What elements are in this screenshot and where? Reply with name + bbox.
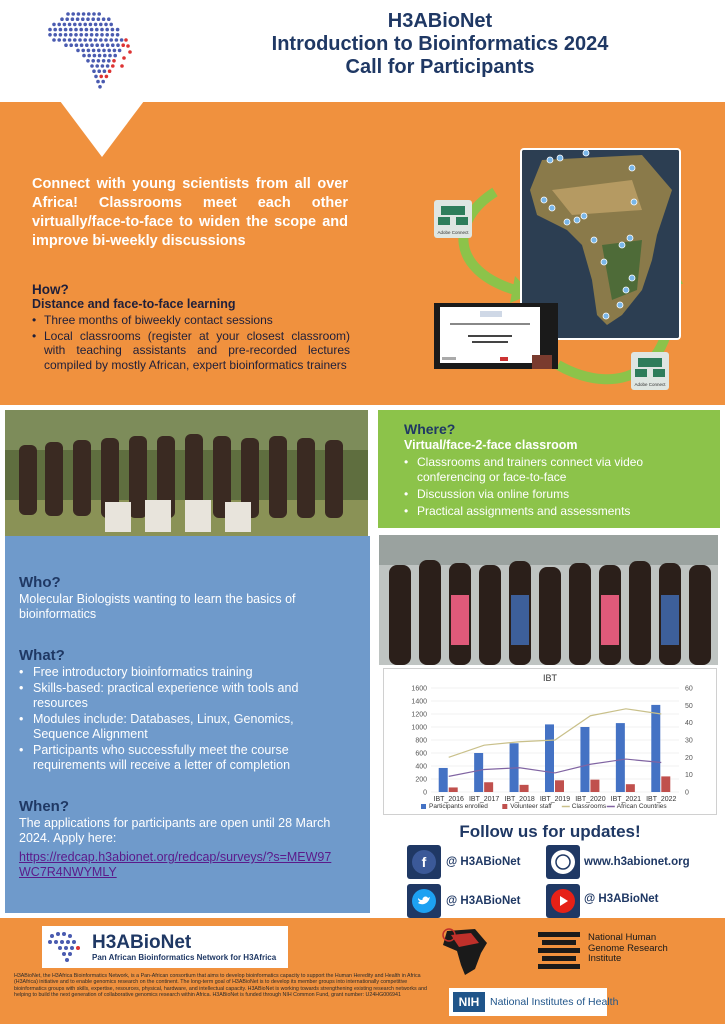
logo-dot <box>79 33 83 37</box>
logo-dot <box>105 28 109 32</box>
intro-text: Connect with young scientists from all over Africa! Classrooms meet each other virtually/face-to-face to widen the scope and improve bi-weekly discussions <box>32 176 348 249</box>
logo-dot <box>81 17 85 21</box>
logo-dot <box>90 28 94 32</box>
footer-description: H3ABioNet, the H3Africa Bioinformatics Network, is a Pan-African consortium that aims to develop bioinformatics capacity to support the Human Heredity and Health in Africa (H3Africa) initiative and to enable genomics research on the continent. The long-term goal of H3ABioNet is to develop its member groups into internationally competitive bioinformatics groups with skills, expertise, resources, physical, hardware, and intellectual capacity. H3ABioNet is working towards strengthening existing research networks and helping to build the next generation of collaborative genomics research within Africa. H3ABioNet is funded through NIH Common Fund, grant number: U24HG006941 <box>14 973 427 998</box>
logo-dot <box>100 33 104 37</box>
y-left-tick-label: 800 <box>415 737 427 745</box>
list-item: • Participants who successfully meet the course requirements will receive a letter of completion <box>19 743 329 773</box>
logo-dot <box>87 12 91 16</box>
application-link[interactable]: https://redcap.h3abionet.org/redcap/surveys/?s=MEW97WC7R4NWYMLY <box>19 850 332 879</box>
what-title: What? <box>19 647 65 664</box>
logo-dot <box>73 38 77 42</box>
logo-dot <box>86 17 90 21</box>
logo-dot <box>91 59 95 63</box>
title-line-3: Call for Participants <box>345 56 535 78</box>
logo-dot <box>69 28 73 32</box>
logo-dot <box>107 59 111 63</box>
y-left-tick-label: 1200 <box>411 711 427 719</box>
logo-dot <box>108 69 112 73</box>
logo-dot <box>90 43 94 47</box>
logo-dot <box>103 54 107 58</box>
logo-dot <box>107 17 111 21</box>
logo-dot <box>111 33 115 37</box>
logo-dot <box>112 59 116 63</box>
legend-label: African Countries <box>616 803 667 810</box>
logo-dot <box>48 33 52 37</box>
logo-dot <box>116 28 120 32</box>
adobe-connect-icon <box>434 200 472 238</box>
logo-dot <box>65 17 69 21</box>
logo-dot <box>53 33 57 37</box>
line-classrooms <box>449 709 662 758</box>
logo-dot <box>106 64 110 68</box>
who-text: Molecular Biologists wanting to learn the basics of bioinformatics <box>19 592 296 621</box>
logo-dot <box>74 33 78 37</box>
logo-dot <box>69 33 73 37</box>
y-left-tick-label: 0 <box>423 789 427 797</box>
logo-dot <box>63 38 67 42</box>
y-left-tick-label: 400 <box>415 763 427 771</box>
twitter-icon[interactable] <box>407 884 441 918</box>
logo-dot <box>87 54 91 58</box>
group-photo-outdoor <box>5 410 368 536</box>
logo-dot <box>103 69 107 73</box>
list-item: • Free introductory bioinformatics training <box>19 665 329 680</box>
what-list <box>19 665 329 774</box>
nhgri-helix-icon <box>534 928 584 974</box>
logo-dot <box>95 33 99 37</box>
list-item: • Practical assignments and assessments <box>404 504 704 519</box>
nhgri-name: National Human Genome Research Institute <box>588 932 668 964</box>
logo-dot <box>86 59 90 63</box>
x-tick-label: IBT_2018 <box>504 796 535 803</box>
h3abionet-dot-map-logo <box>40 6 140 90</box>
y-right-tick-label: 40 <box>685 720 693 728</box>
y-left-tick-label: 1000 <box>411 724 427 732</box>
list-item: • Skills-based: practical experience with tools and resources <box>19 681 329 711</box>
bar-participants-enrolled <box>580 727 589 792</box>
bar-volunteer-staff <box>520 785 529 792</box>
chart-title: IBT <box>542 673 558 683</box>
bar-volunteer-staff <box>555 780 564 792</box>
logo-dot <box>109 38 113 42</box>
logo-dot <box>95 43 99 47</box>
logo-dot <box>111 28 115 32</box>
logo-dot <box>108 54 112 58</box>
bar-participants-enrolled <box>474 753 483 792</box>
logo-dot <box>105 33 109 37</box>
how-list <box>32 313 350 373</box>
logo-dot <box>89 38 93 42</box>
who-title: Who? <box>19 574 61 591</box>
website-url[interactable]: www.h3abionet.org <box>584 856 690 868</box>
logo-dot <box>102 59 106 63</box>
logo-dot <box>101 80 105 84</box>
logo-dot <box>64 43 68 47</box>
x-tick-label: IBT_2020 <box>575 796 606 803</box>
logo-dot <box>71 12 75 16</box>
y-right-tick-label: 50 <box>685 702 693 710</box>
logo-dot <box>128 50 132 54</box>
logo-dot <box>100 28 104 32</box>
bar-volunteer-staff <box>626 784 635 792</box>
logo-dot <box>96 80 100 84</box>
logo-dot <box>82 54 86 58</box>
logo-dot <box>94 75 98 79</box>
title-block <box>180 10 700 79</box>
logo-dot <box>118 49 122 53</box>
logo-dot <box>83 23 87 27</box>
list-item: • Classrooms and trainers connect via video conferencing or face-to-face <box>404 455 704 485</box>
header-notch <box>60 101 144 157</box>
logo-dot <box>92 49 96 53</box>
y-left-tick-label: 1600 <box>411 685 427 693</box>
logo-dot <box>105 75 109 79</box>
lecture-slide-content <box>440 307 540 363</box>
bar-volunteer-staff <box>590 780 599 792</box>
y-right-tick-label: 20 <box>685 754 693 762</box>
logo-dot <box>94 23 98 27</box>
logo-dot <box>83 38 87 42</box>
nih-name: National Institutes of Health <box>490 996 619 1008</box>
logo-dot <box>111 64 115 68</box>
logo-dot <box>77 12 81 16</box>
h3abionet-dot-logo-icon <box>42 926 90 968</box>
bar-volunteer-staff <box>484 782 493 792</box>
when-text: The applications for participants are open until 28 March 2024. Apply here: <box>19 816 331 845</box>
logo-dot <box>95 64 99 68</box>
logo-dot <box>116 43 120 47</box>
logo-dot <box>120 38 124 42</box>
bar-volunteer-staff <box>449 787 458 792</box>
svg-text:f: f <box>421 854 427 870</box>
adobe-connect-icon <box>631 352 669 390</box>
logo-dot <box>97 69 101 73</box>
logo-dot <box>78 23 82 27</box>
how-title: How? <box>32 282 69 297</box>
x-tick-label: IBT_2021 <box>610 796 642 803</box>
legend-label: Volunteer staff <box>510 803 552 810</box>
logo-dot <box>68 38 72 42</box>
y-left-tick-label: 1400 <box>411 698 427 706</box>
facebook-icon[interactable] <box>407 845 441 879</box>
list-item: • Modules include: Databases, Linux, Genomics, Sequence Alignment <box>19 712 329 742</box>
logo-dot <box>97 17 101 21</box>
y-left-tick-label: 600 <box>415 750 427 758</box>
logo-dot <box>102 17 106 21</box>
legend-swatch <box>502 804 507 809</box>
logo-dot <box>48 28 52 32</box>
logo-dot <box>52 23 56 27</box>
logo-dot <box>99 75 103 79</box>
facebook-handle[interactable]: @ H3ABioNet <box>446 856 521 868</box>
logo-dot <box>126 44 130 48</box>
logo-dot <box>85 33 89 37</box>
logo-dot <box>102 49 106 53</box>
y-right-tick-label: 10 <box>685 772 693 780</box>
logo-dot <box>115 38 119 42</box>
logo-dot <box>71 17 75 21</box>
where-list <box>404 455 704 521</box>
logo-dot <box>92 12 96 16</box>
logo-dot <box>60 17 64 21</box>
where-subtitle: Virtual/face-2-face classroom <box>404 438 578 452</box>
logo-dot <box>111 43 115 47</box>
logo-dot <box>82 12 86 16</box>
logo-dot <box>99 38 103 42</box>
list-item: • Discussion via online forums <box>404 487 704 502</box>
connect-right-label: Adobe Connect <box>634 382 666 387</box>
logo-dot <box>53 28 57 32</box>
h3africa-logo <box>435 925 495 977</box>
follow-title: Follow us for updates! <box>459 822 641 841</box>
where-title: Where? <box>404 421 456 437</box>
youtube-icon[interactable] <box>546 884 580 918</box>
how-subtitle: Distance and face-to-face learning <box>32 297 236 311</box>
logo-dot <box>89 23 93 27</box>
logo-dot <box>95 28 99 32</box>
bar-participants-enrolled <box>616 723 625 792</box>
footer-logo-name: H3ABioNet <box>92 932 192 953</box>
logo-dot <box>73 23 77 27</box>
logo-dot <box>63 23 67 27</box>
y-right-tick-label: 0 <box>685 789 689 797</box>
y-right-tick-label: 30 <box>685 737 693 745</box>
bar-participants-enrolled <box>651 705 660 792</box>
when-title: When? <box>19 798 69 815</box>
x-tick-label: IBT_2022 <box>646 796 677 803</box>
logo-dot <box>120 64 124 68</box>
logo-dot <box>94 38 98 42</box>
logo-dot <box>87 49 91 53</box>
logo-dot <box>85 28 89 32</box>
logo-dot <box>121 43 125 47</box>
x-tick-label: IBT_2019 <box>539 796 571 803</box>
legend-label: Classrooms <box>571 803 607 810</box>
bar-volunteer-staff <box>661 776 670 792</box>
legend-label: Participants enrolled <box>429 803 488 810</box>
logo-dot <box>66 12 70 16</box>
website-icon[interactable] <box>546 845 580 879</box>
x-tick-label: IBT_2017 <box>468 796 500 803</box>
speaker-thumbnail <box>532 355 552 369</box>
logo-dot <box>80 43 84 47</box>
logo-dot <box>59 28 63 32</box>
logo-dot <box>104 23 108 27</box>
logo-dot <box>79 28 83 32</box>
logo-dot <box>90 33 94 37</box>
logo-dot <box>98 54 102 58</box>
logo-dot <box>75 43 79 47</box>
logo-dot <box>104 38 108 42</box>
logo-dot <box>64 33 68 37</box>
footer-logo-subtitle: Pan African Bioinformatics Network for H3Africa <box>92 953 277 962</box>
logo-dot <box>52 38 56 42</box>
logo-dot <box>85 43 89 47</box>
logo-dot <box>101 64 105 68</box>
logo-dot <box>91 17 95 21</box>
logo-dot <box>122 56 126 60</box>
logo-dot <box>113 49 117 53</box>
nih-mark: NIH <box>453 992 485 1012</box>
logo-dot <box>81 49 85 53</box>
youtube-handle[interactable]: @ H3ABioNet <box>584 893 659 905</box>
participants-chart <box>383 668 717 815</box>
logo-dot <box>113 54 117 58</box>
y-left-tick-label: 200 <box>415 776 427 784</box>
bar-participants-enrolled <box>545 724 554 792</box>
logo-dot <box>98 85 102 89</box>
logo-dot <box>78 38 82 42</box>
list-item: • Local classrooms (register at your closest classroom) with teaching assistants and pre-recorded lectures compiled by mostly African, expert bioinformatics trainers <box>32 329 350 373</box>
logo-dot <box>57 38 61 42</box>
logo-dot <box>99 23 103 27</box>
logo-dot <box>57 23 61 27</box>
logo-dot <box>106 43 110 47</box>
logo-dot <box>74 28 78 32</box>
logo-dot <box>92 69 96 73</box>
logo-dot <box>116 33 120 37</box>
title-line-2: Introduction to Bioinformatics 2024 <box>271 33 609 55</box>
x-tick-label: IBT_2016 <box>433 796 464 803</box>
twitter-handle[interactable]: @ H3ABioNet <box>446 895 521 907</box>
logo-dot <box>68 23 72 27</box>
logo-dot <box>109 23 113 27</box>
logo-dot <box>107 49 111 53</box>
bar-participants-enrolled <box>439 768 448 792</box>
logo-dot <box>124 38 128 42</box>
legend-swatch <box>421 804 426 809</box>
logo-dot <box>76 17 80 21</box>
logo-dot <box>76 49 80 53</box>
logo-dot <box>93 54 97 58</box>
title-line-1: H3ABioNet <box>387 10 493 32</box>
list-item: • Three months of biweekly contact sessions <box>32 313 350 328</box>
group-photo-indoor <box>379 535 718 665</box>
y-right-tick-label: 60 <box>685 685 693 693</box>
logo-dot <box>59 33 63 37</box>
logo-dot <box>90 64 94 68</box>
logo-dot <box>97 49 101 53</box>
connect-left-label: Adobe Connect <box>437 230 469 235</box>
logo-dot <box>97 59 101 63</box>
logo-dot <box>64 28 68 32</box>
logo-dot <box>69 43 73 47</box>
logo-dot <box>101 43 105 47</box>
logo-dot <box>97 12 101 16</box>
